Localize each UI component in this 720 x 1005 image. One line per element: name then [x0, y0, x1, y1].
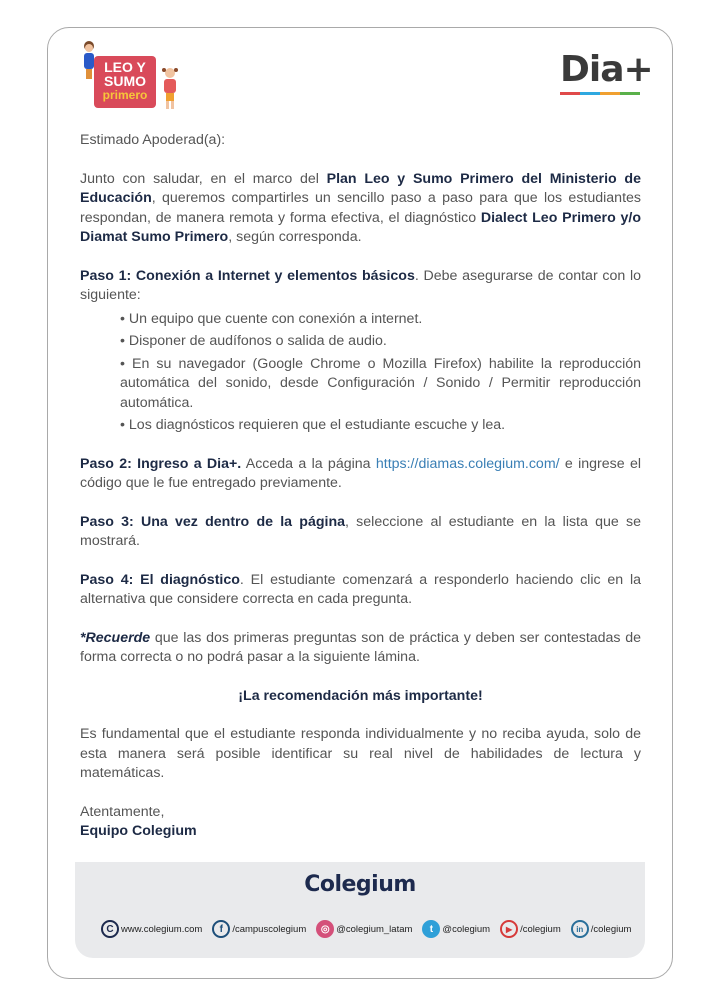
- linkedin-icon: in: [571, 920, 589, 938]
- step-2: Paso 2: Ingreso a Dia+. Acceda a la página https://diamas.colegium.com/ e ingrese el código que le fue entregado previamente.: [80, 455, 641, 491]
- list-item: • En su navegador (Google Chrome o Mozilla Firefox) habilite la reproducción automática del sonido, desde Configuración / Sonido / Permitir reproducción automática.: [120, 355, 641, 411]
- greeting: Estimado Apoderad(a):: [80, 132, 226, 148]
- step-1-title: Paso 1: Conexión a Internet y elementos básicos: [80, 267, 415, 284]
- youtube-icon: ▶: [500, 920, 518, 938]
- closing: Atentamente,: [80, 803, 165, 820]
- logo-line-2: SUMO: [104, 73, 146, 89]
- social-twitter[interactable]: t @colegium: [422, 920, 490, 938]
- diamas-link[interactable]: https://diamas.colegium.com/: [375, 455, 560, 472]
- social-website[interactable]: C www.colegium.com: [101, 920, 202, 938]
- leo-y-sumo-logo: [82, 40, 192, 112]
- step-2-title: Paso 2: Ingreso a Dia+.: [80, 455, 242, 472]
- reminder: *Recuerde que las dos primeras preguntas son de práctica y deben ser contestadas de forma correcta o no podrá pasar a la siguiente lámina.: [80, 629, 641, 665]
- colegium-icon: C: [101, 920, 119, 938]
- list-item: • Un equipo que cuente con conexión a internet.: [120, 310, 423, 327]
- social-instagram[interactable]: ◎ @colegium_latam: [316, 920, 412, 938]
- list-item: • Los diagnósticos requieren que el estudiante escuche y lea.: [120, 417, 506, 433]
- signature: Equipo Colegium: [80, 823, 197, 839]
- step-1-bullet-list: [80, 310, 641, 436]
- recommendation-paragraph: Es fundamental que el estudiante responda individualmente y no reciba ayuda, solo de esta manera será posible identificar su real nivel de habilidades de lectura y matemáticas.: [80, 726, 641, 781]
- step-3: Paso 3: Una vez dentro de la página, seleccione al estudiante en la lista que se mostrará.: [80, 513, 641, 549]
- footer: [75, 862, 645, 958]
- leo-y-sumo-badge: [94, 56, 156, 108]
- logo-line-1: LEO Y: [104, 59, 146, 75]
- dia-plus-wordmark: Dia+: [560, 49, 653, 90]
- colegium-logo: Colegium: [304, 872, 416, 897]
- twitter-icon: t: [422, 920, 440, 938]
- dia-plus-logo: [560, 49, 653, 98]
- step-1: Paso 1: Conexión a Internet y elementos básicos. Debe asegurarse de contar con lo siguiente:: [80, 267, 641, 303]
- recommendation-heading: ¡La recomendación más importante!: [238, 687, 483, 704]
- list-item: • Disponer de audífonos o salida de audio.: [120, 333, 387, 349]
- social-youtube[interactable]: ▶ /colegium: [500, 920, 561, 938]
- girl-illustration-icon: [158, 66, 182, 110]
- intro-paragraph: Junto con saludar, en el marco del Plan Leo y Sumo Primero del Ministerio de Educación, queremos compartirles un sencillo paso a paso para que los estudiantes respondan, de manera remota y forma efectiva, el diagnóstico Dialect Leo Primero y/o Diamat Sumo Primero, según corresponda.: [80, 170, 641, 245]
- step-4-title: Paso 4: El diagnóstico: [80, 571, 240, 588]
- social-links: [101, 920, 635, 938]
- social-linkedin[interactable]: in /colegium: [571, 920, 632, 938]
- step-4: Paso 4: El diagnóstico. El estudiante comenzará a responderlo haciendo clic en la alternativa que considere correcta en cada pregunta.: [80, 571, 641, 607]
- facebook-icon: f: [212, 920, 230, 938]
- reminder-title: *Recuerde: [80, 629, 151, 646]
- dia-plus-color-bar: [560, 92, 640, 95]
- instagram-icon: ◎: [316, 920, 334, 938]
- letter-body: [80, 131, 641, 842]
- step-3-title: Paso 3: Una vez dentro de la página: [80, 513, 346, 530]
- logo-line-3: primero: [102, 88, 148, 102]
- social-facebook[interactable]: f /campuscolegium: [212, 920, 306, 938]
